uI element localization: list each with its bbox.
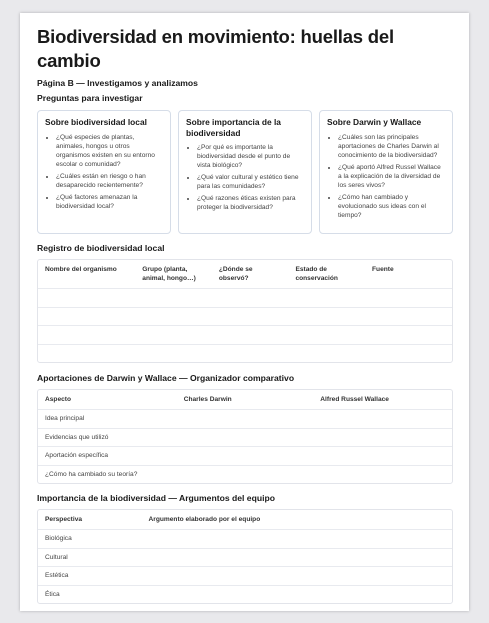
table-row xyxy=(38,326,452,345)
table-row xyxy=(38,289,452,308)
table-cell[interactable] xyxy=(365,326,452,345)
column-header: ¿Dónde se observó? xyxy=(218,266,253,282)
column-header: Perspectiva xyxy=(45,516,83,523)
column-header: Charles Darwin xyxy=(183,396,232,403)
question-card-importancia xyxy=(178,110,312,234)
table-cell[interactable] xyxy=(212,307,289,326)
table-cell[interactable] xyxy=(288,289,365,308)
row-label: Evidencias que utilizó xyxy=(38,428,177,447)
question-item: • ¿Qué factores amenazan la biodiversidad local? xyxy=(56,193,164,211)
question-item: • ¿Qué especies de plantas, animales, hongos u otros organismos existen en su entorno escolar o comunidad? xyxy=(56,133,164,170)
table-cell[interactable] xyxy=(142,567,453,586)
table-cell[interactable] xyxy=(38,289,135,308)
table-cell[interactable] xyxy=(135,289,212,308)
question-item: • ¿Qué razones éticas existen para proteger la biodiversidad? xyxy=(197,194,305,212)
questions-heading: Preguntas para investigar xyxy=(37,93,143,103)
table-cell[interactable] xyxy=(38,307,135,326)
comparativo-table xyxy=(37,389,453,484)
question-item: • ¿Cómo han cambiado y evolucionado sus ideas con el tiempo? xyxy=(338,193,446,221)
table-cell[interactable] xyxy=(212,326,289,345)
table-cell[interactable] xyxy=(365,289,452,308)
table-cell[interactable] xyxy=(313,410,452,429)
column-header: Fuente xyxy=(372,266,394,273)
column-header: Nombre del organismo xyxy=(45,266,117,273)
card-title: Sobre importancia de la biodiversidad xyxy=(186,117,281,138)
table-cell[interactable] xyxy=(365,344,452,362)
table-row xyxy=(38,344,452,362)
table-cell[interactable] xyxy=(288,344,365,362)
table-cell[interactable] xyxy=(177,410,314,429)
row-label: Ética xyxy=(38,585,142,603)
card-title: Sobre Darwin y Wallace xyxy=(327,117,422,127)
page-subtitle: Página B — Investigamos y analizamos xyxy=(37,78,198,88)
row-label: Biológica xyxy=(38,530,142,549)
column-header: Argumento elaborado por el equipo xyxy=(148,516,261,523)
table-cell[interactable] xyxy=(142,530,453,549)
row-label: ¿Cómo ha cambiado su teoría? xyxy=(38,465,177,483)
question-list xyxy=(327,133,446,221)
table-cell[interactable] xyxy=(38,344,135,362)
table-row xyxy=(38,567,452,586)
question-list xyxy=(186,143,305,212)
question-item: • ¿Cuáles son las principales aportaciones de Charles Darwin al conocimiento de la biodiversidad? xyxy=(338,133,446,161)
table-cell[interactable] xyxy=(135,326,212,345)
question-list xyxy=(45,133,164,212)
table-cell[interactable] xyxy=(142,548,453,567)
question-card-darwin-wallace xyxy=(319,110,453,234)
comparativo-heading: Aportaciones de Darwin y Wallace — Organizador comparativo xyxy=(37,373,295,383)
table-row xyxy=(38,307,452,326)
table-cell[interactable] xyxy=(212,289,289,308)
table-row xyxy=(38,585,452,603)
row-label: Aportación específica xyxy=(38,447,177,466)
page-title: Biodiversidad en movimiento: huellas del cambio xyxy=(37,26,394,71)
worksheet-page xyxy=(20,13,469,611)
table-cell[interactable] xyxy=(288,326,365,345)
column-header: Aspecto xyxy=(45,396,72,403)
table-cell[interactable] xyxy=(365,307,452,326)
column-header: Alfred Russel Wallace xyxy=(320,396,389,403)
table-row xyxy=(38,548,452,567)
table-row xyxy=(38,530,452,549)
column-header: Estado de conservación xyxy=(295,266,338,282)
row-label: Idea principal xyxy=(38,410,177,429)
argumentos-heading: Importancia de la biodiversidad — Argumentos del equipo xyxy=(37,493,275,503)
table-cell[interactable] xyxy=(177,447,314,466)
table-cell[interactable] xyxy=(212,344,289,362)
table-cell[interactable] xyxy=(313,447,452,466)
table-cell[interactable] xyxy=(177,465,314,483)
table-row xyxy=(38,447,452,466)
table-row xyxy=(38,428,452,447)
table-cell[interactable] xyxy=(38,326,135,345)
row-label: Cultural xyxy=(38,548,142,567)
question-item: • ¿Qué valor cultural y estético tiene para las comunidades? xyxy=(197,173,305,191)
table-cell[interactable] xyxy=(313,428,452,447)
registro-table xyxy=(37,259,453,363)
table-row xyxy=(38,465,452,483)
question-card-local xyxy=(37,110,171,234)
question-cards xyxy=(37,110,453,234)
card-title: Sobre biodiversidad local xyxy=(45,117,147,127)
question-item: • ¿Cuáles están en riesgo o han desaparecido recientemente? xyxy=(56,172,164,190)
row-label: Estética xyxy=(38,567,142,586)
table-row xyxy=(38,410,452,429)
question-item: • ¿Qué aportó Alfred Russel Wallace a la explicación de la diversidad de los seres vivos? xyxy=(338,163,446,191)
registro-heading: Registro de biodiversidad local xyxy=(37,243,165,253)
question-item: • ¿Por qué es importante la biodiversidad desde el punto de vista biológico? xyxy=(197,143,305,171)
table-cell[interactable] xyxy=(135,344,212,362)
column-header: Grupo (planta, animal, hongo…) xyxy=(142,266,196,282)
table-cell[interactable] xyxy=(135,307,212,326)
table-cell[interactable] xyxy=(177,428,314,447)
table-cell[interactable] xyxy=(288,307,365,326)
table-cell[interactable] xyxy=(142,585,453,603)
table-cell[interactable] xyxy=(313,465,452,483)
argumentos-table xyxy=(37,509,453,604)
